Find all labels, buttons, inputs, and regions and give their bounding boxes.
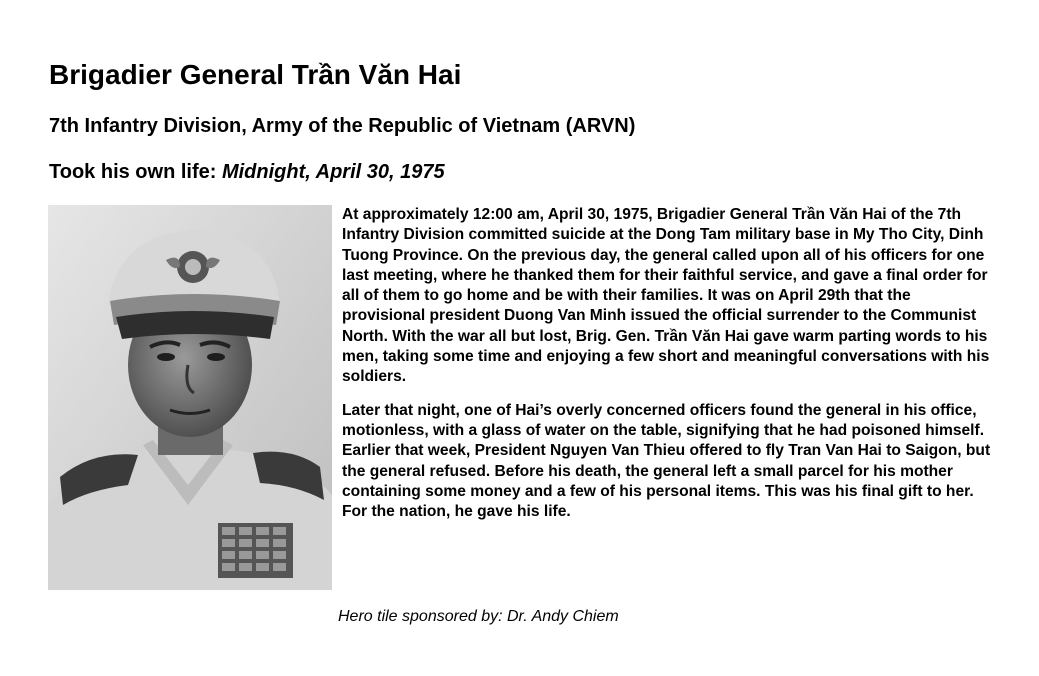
portrait-photo-icon [48,205,332,590]
biography-text [342,205,994,535]
page-title: Brigadier General Trần Văn Hai [49,59,462,90]
biography-paragraph: Later that night, one of Hai’s overly concerned officers found the general in his office, motionless, with a glass of water on the table, signifying that he had poisoned himself. Earlier that week, President Nguyen Van Thieu offered to fly Tran Van Hai to Saigon, but the general refused. Before his death, the general left a small parcel for his mother containing some money and a few of his personal items. This was his final gift to her. For the nation, he gave his life. [342,401,991,521]
unit-subtitle: 7th Infantry Division, Army of the Republic of Vietnam (ARVN) [49,115,636,137]
death-date: Midnight, April 30, 1975 [221,161,445,183]
biography-paragraph: At approximately 12:00 am, April 30, 1975, Brigadier General Trần Văn Hai of the 7th Infantry Division committed suicide at the Dong Tam military base in My Tho City, Dinh Tuong Province. On the previous day, the general called upon all of his officers for one last meeting, where he thanked them for their faithful service, and gave a final order for all of them to go home and be with their families. It was on April 29th that the provisional president Duong Van Minh issued the official surrender to the Communist North. With the war all but lost, Brig. Gen. Trần Văn Hai gave warm parting words to his men, taking some time and enjoying a few short and meaningful conversations with his soldiers. [342,206,990,386]
sponsor-credit: Hero tile sponsored by: Dr. Andy Chiem [338,608,619,625]
death-label: Took his own life: [49,161,222,183]
death-line [49,158,445,186]
portrait-photo [48,205,332,590]
